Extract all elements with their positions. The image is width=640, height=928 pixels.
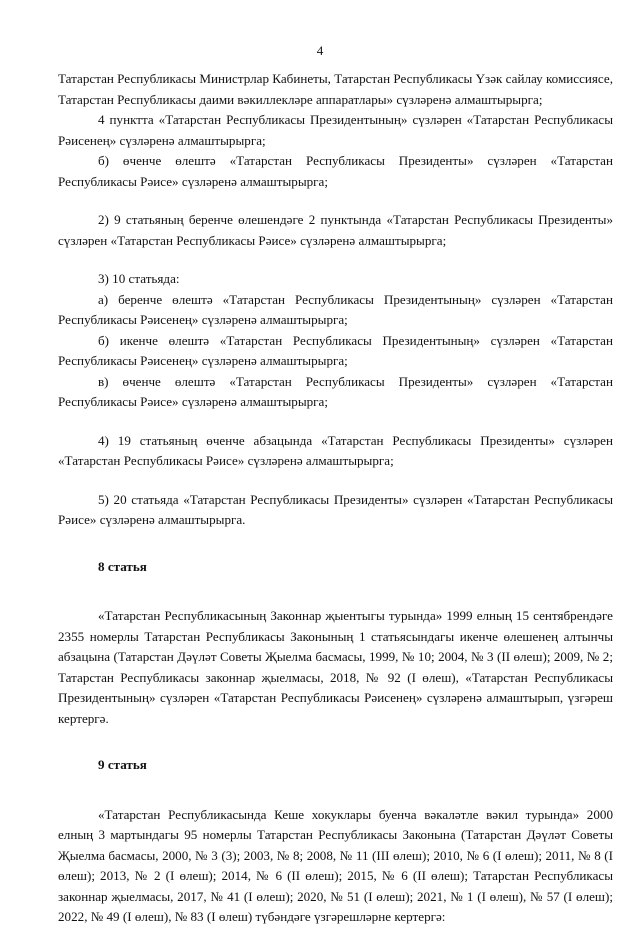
article-heading: 9 статья <box>98 757 147 772</box>
paragraph: а) беренче өлештә «Татарстан Республикасы Президентының» сүзләрен «Татарстан Республикасы Рәисенең» сүзләренә алмаштырырга; <box>58 291 613 327</box>
page-number: 4 <box>316 43 324 58</box>
paragraph: 4 пунктта «Татарстан Республикасы Президентының» сүзләрен «Татарстан Республикасы Рәисенең» сүзләренә алмаштырырга; <box>58 112 613 148</box>
article-heading: 8 статья <box>98 558 147 574</box>
paragraph: «Татарстан Республикасында Кеше хокуклары буенча вәкаләтле вәкил турында» 2000 елның 3 мартындагы 95 номерлы Татарстан Республикасы Законына (Татарстан Дәүләт Советы Җыелма басмасы, 2000, № 3 (3); 2003, № 8; 2008, № 11 (III өлеш); 2010, № 6 (I өлеш); 2011, № 8 (I өлеш); 2013, № 2 (I өлеш); 2014, № 6 (II өлеш); 2015, № 6 (II өлеш); Татарстан Республикасы законнар җыелмасы, 2017, № 41 (I өлеш); 2020, № 51 (I өлеш); 2021, № 1 (I өлеш), № 57 (I өлеш); 2022, № 49 (I өлеш), № 83 (I өлеш) түбәндәге үзгәрешләрне кертергә: <box>58 806 613 924</box>
paragraph: б) икенче өлештә «Татарстан Республикасы Президентының» сүзләрен «Татарстан Республикасы Рәисенең» сүзләренә алмаштырырга; <box>58 332 613 368</box>
paragraph: в) өченче өлештә «Татарстан Республикасы Президенты» сүзләрен «Татарстан Республикасы Рәисе» сүзләренә алмаштырырга; <box>58 373 613 409</box>
paragraph: 3) 10 статьяда: <box>98 271 180 286</box>
paragraph: Татарстан Республикасы Министрлар Кабинеты, Татарстан Республикасы Үзәк сайлау комиссиясе, Татарстан Республикасы даими вәкиллекләре аппаратлары» сүзләренә алмаштырырга; <box>58 71 613 107</box>
paragraph: 4) 19 статьяның өченче абзацында «Татарстан Республикасы Президенты» сүзләрен «Татарстан Республикасы Рәисе» сүзләренә алмаштырырга; <box>58 432 613 468</box>
paragraph: 2) 9 статьяның беренче өлешендәге 2 пунктында «Татарстан Республикасы Президенты» сүзләрен «Татарстан Республикасы Рәисе» сүзләренә алмаштырырга; <box>58 212 613 248</box>
paragraph: 5) 20 статьяда «Татарстан Республикасы Президенты» сүзләрен «Татарстан Республикасы Рәисе» сүзләренә алмаштырырга. <box>58 491 613 527</box>
paragraph: б) өченче өлештә «Татарстан Республикасы Президенты» сүзләрен «Татарстан Республикасы Рәисе» сүзләренә алмаштырырга; <box>58 153 613 189</box>
document-body <box>58 69 613 928</box>
paragraph: «Татарстан Республикасының Законнар җыентыгы турында» 1999 елның 15 сентябрендәге 2355 номерлы Татарстан Республикасы Законының 1 статьясындагы икенче өлешенең алтынчы абзацына (Татарстан Дәүләт Советы Җыелма басмасы, 1999, № 10; 2004, № 3 (II өлеш); 2009, № 2; Татарстан Республикасы законнар җыелмасы, 2018, № 92 (I өлеш), «Татарстан Республикасы Президентының» сүзләрен «Татарстан Республикасы Рәисенең» сүзләренә алмаштырып, үзгәреш кертергә. <box>58 608 613 726</box>
